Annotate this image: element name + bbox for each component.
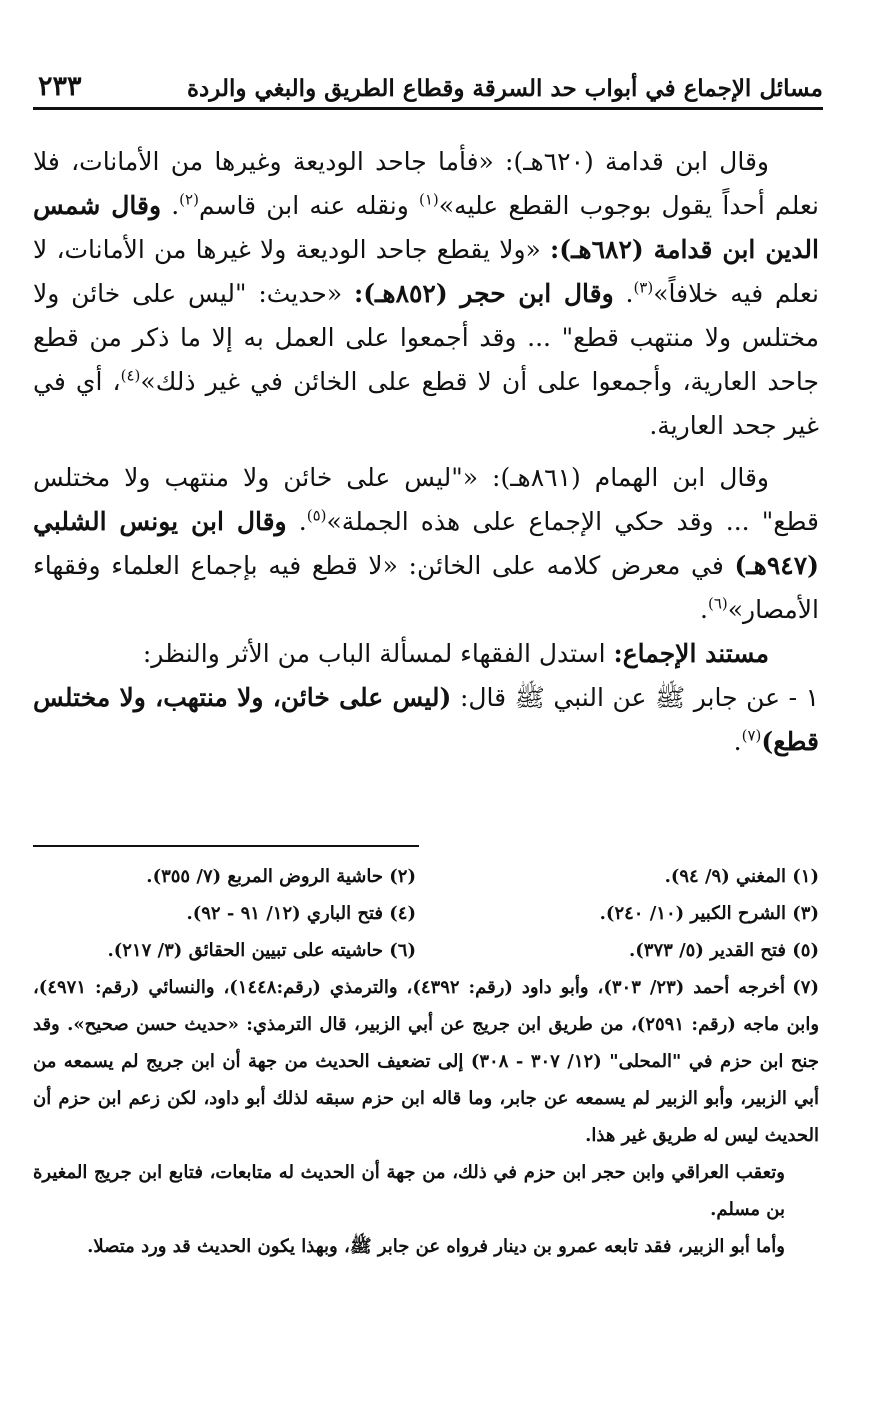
footnote-grid [33, 858, 819, 969]
footnote-ref: (٥) [306, 506, 327, 525]
text: ، أي في غير جحد العارية. [33, 367, 819, 440]
main-text [33, 140, 819, 764]
text: . [733, 727, 742, 756]
footnotes [33, 858, 819, 1265]
text: . [286, 507, 307, 536]
footnote-ref: (١) [418, 190, 439, 209]
text: ونقله عنه ابن قاسم [198, 191, 419, 220]
text: «ولا يقطع جاحد الوديعة ولا غيرها من الأمانات، لا نعلم فيه خلافاً» [33, 235, 819, 308]
text: وقال ابن الهمام (٨٦١هـ): «"ليس على خائن ولا منتهب ولا مختلس قطع" ... وقد حكي الإجماع على هذه الجملة» [33, 463, 820, 536]
footnote-number: (٧) [792, 977, 819, 998]
text: استدل الفقهاء لمسألة الباب من الأثر والنظر: [142, 639, 614, 668]
footnote-ref: (٤) [120, 366, 141, 385]
footnote-ref: (٦) [707, 594, 728, 613]
footnote-5: (٥) فتح القدير (٥/ ٣٧٣). [629, 940, 819, 961]
text: . [700, 595, 708, 624]
footnote-text: وأما أبو الزبير، فقد تابعه عمرو بن دينار فرواه عن جابر ﷺ، وبهذا يكون الحديث قد ورد متصلا. [87, 1236, 785, 1257]
page-number: ٢٣٣ [38, 71, 82, 102]
paragraph-1 [33, 140, 819, 448]
hadith-text: (ليس على خائن، ولا منتهب، ولا مختلس قطع) [33, 683, 819, 756]
text: . [613, 279, 634, 308]
footnote-ref: (٣) [633, 278, 654, 297]
footnote-text: أخرجه أحمد (٢٣/ ٣٠٣)، وأبو داود (رقم: ٤٣٩٢)، والترمذي (رقم:١٤٤٨)، والنسائي (رقم: ٤٩٧١)، وابن ماجه (رقم: ٢٥٩١)، من طريق ابن جريج عن أبي الزبير، قال الترمذي: «حديث حسن صحيح». وقد جنح ابن حزم في "المحلى" (١٢/ ٣٠٧ - ٣٠٨) إلى تضعيف الحديث من جهة أن ابن جريج لم يسمعه من أبي الزبير، وأبو الزبير لم يسمعه عن جابر، وما قاله ابن حزم سبقه لذلك أبو داود، لكن زعم ابن حزم أن الحديث ليس له طريق غير هذا. [33, 977, 820, 1146]
bold-text: وقال شمس الدين ابن قدامة (٦٨٢هـ): [33, 191, 819, 264]
footnote-ref: (٢) [179, 190, 199, 209]
text: في معرض كلامه على الخائن: «لا قطع فيه بإجماع العلماء وفقهاء الأمصار» [33, 551, 819, 624]
footnote-1: (١) المغني (٩/ ٩٤). [664, 866, 819, 887]
footnote-2: (٢) حاشية الروض المربع (٧/ ٣٥٥). [146, 866, 416, 887]
footnote-6: (٦) حاشيته على تبيين الحقائق (٣/ ٢١٧). [107, 940, 416, 961]
paragraph-3 [33, 632, 819, 676]
running-title: مسائل الإجماع في أبواب حد السرقة وقطاع الطريق والبغي والردة [186, 75, 823, 102]
paragraph-2 [33, 456, 819, 632]
text: . [161, 191, 180, 220]
text: «حديث: "ليس على خائن ولا مختلس ولا منتهب قطع" ... وقد أجمعوا على العمل به إلا ما ذكر من قطع جاحد العارية، وأجمعوا على أن لا قطع على الخائن في غير ذلك» [33, 279, 819, 396]
footnote-text: وتعقب العراقي وابن حجر ابن حزم في ذلك، من جهة أن الحديث له متابعات، فتابع ابن جريج المغيرة بن مسلم. [33, 1162, 785, 1220]
text: وقال ابن قدامة (٦٢٠هـ): «فأما جاحد الوديعة وغيرها من الأمانات، فلا نعلم أحداً يقول بوجوب القطع عليه» [33, 147, 819, 220]
bold-text: وقال ابن يونس الشلبي (٩٤٧هـ) [33, 507, 819, 580]
section-label: مستند الإجماع: [613, 639, 769, 668]
footnote-3: (٣) الشرح الكبير (١٠/ ٢٤٠). [599, 903, 819, 924]
text: ١ - عن جابر ﷺ عن النبي ﷺ قال: [451, 683, 820, 712]
page-header [38, 62, 823, 102]
footnote-4: (٤) فتح الباري (١٢/ ٩١ - ٩٢). [186, 903, 416, 924]
header-rule [33, 107, 823, 110]
footnote-separator [33, 845, 419, 847]
bold-text: وقال ابن حجر (٨٥٢هـ): [354, 279, 614, 308]
paragraph-4 [33, 676, 819, 764]
footnote-7 [33, 969, 819, 1265]
footnote-ref: (٧) [741, 726, 762, 745]
